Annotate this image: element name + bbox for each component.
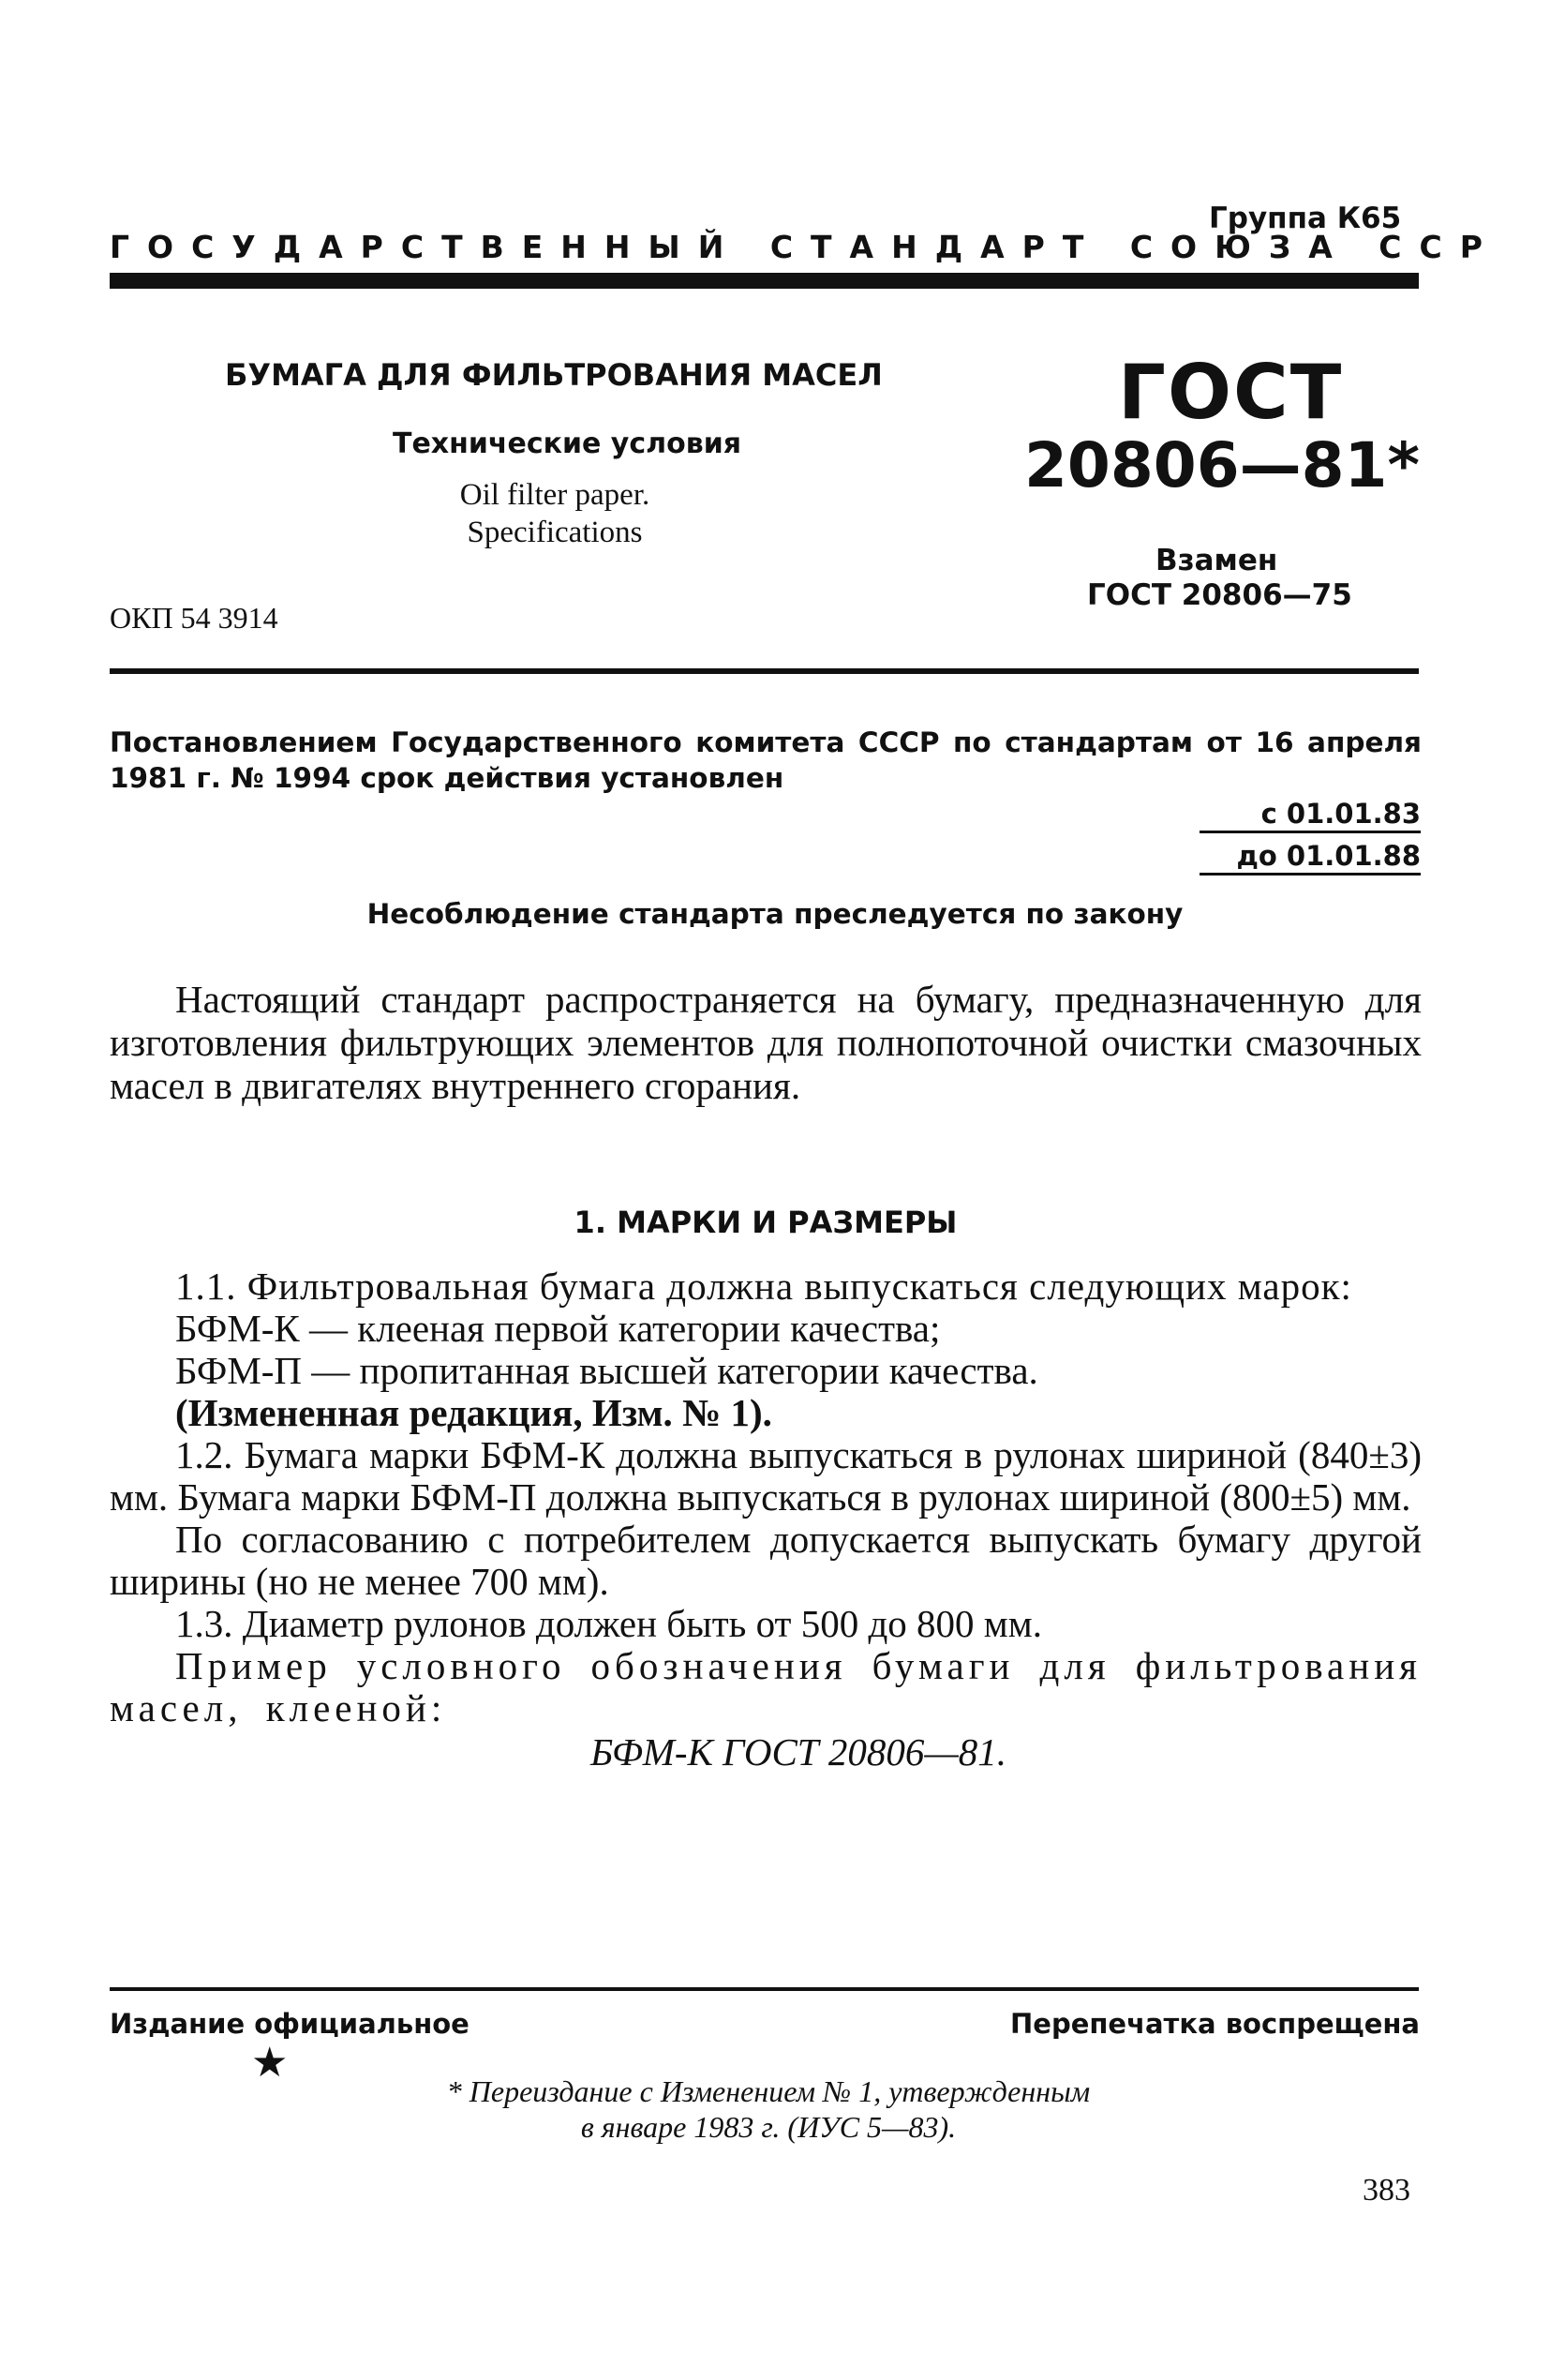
star-icon: ★ xyxy=(251,2040,289,2086)
replaced-standard: ГОСТ 20806—75 xyxy=(1087,578,1352,612)
valid-to-date: до 01.01.88 xyxy=(1200,837,1421,876)
english-title-line: Oil filter paper. xyxy=(459,478,650,512)
english-title-line: Specifications xyxy=(467,516,643,549)
clause-1-2-agreement: По согласованию с потребителем допускается выпускать бумагу другой ширины (но не менее 700 мм). xyxy=(110,1518,1422,1603)
grade-bfm-k: БФМ-К — клееная первой категории качества; xyxy=(175,1307,941,1350)
intro-paragraph: Настоящий стандарт распространяется на бумагу, предназначенную для изготовления фильтрующих элементов для полнопоточной очистки смазочных масел в двигателях внутреннего сгорания. xyxy=(110,978,1422,1107)
grade-bfm-p: БФМ-П — пропитанная высшей категории качества. xyxy=(175,1349,1038,1392)
page-number: 383 xyxy=(1363,2173,1410,2208)
gost-label: ГОСТ xyxy=(1118,349,1344,436)
reprint-prohibited-label: Перепечатка воспрещена xyxy=(1010,2008,1420,2040)
official-edition-label: Издание официальное xyxy=(110,2008,469,2040)
replaces-label: Взамен xyxy=(1155,544,1278,577)
section-rule xyxy=(110,668,1419,674)
document-subtitle: Технические условия xyxy=(393,427,741,460)
clause-1-2: 1.2. Бумага марки БФМ-К должна выпускаться в рулонах шириной (840±3) мм. Бумага марки БФМ-П должна выпускаться в рулонах шириной (800±5) мм. xyxy=(110,1433,1422,1519)
header-rule xyxy=(110,273,1419,289)
valid-from-date: с 01.01.83 xyxy=(1200,795,1421,833)
footer-rule xyxy=(110,1987,1419,1991)
decree-text: Постановлением Государственного комитета СССР по стандартам от 16 апреля 1981 г. № 1994 срок действия установлен xyxy=(110,726,1422,794)
reissue-note xyxy=(356,2073,1181,2145)
clause-1-3: 1.3. Диаметр рулонов должен быть от 500 до 800 мм. xyxy=(175,1602,1042,1645)
penalty-notice: Несоблюдение стандарта преследуется по закону xyxy=(366,898,1184,930)
group-label: Группа К65 xyxy=(1209,202,1402,235)
amendment-note: (Измененная редакция, Изм. № 1). xyxy=(175,1391,772,1434)
clause-1-1: 1.1. Фильтровальная бумага должна выпускаться следующих марок: xyxy=(175,1265,1352,1308)
designation-example-intro: Пример условного обозначения бумаги для фильтрования масел, клееной: xyxy=(110,1644,1422,1729)
standard-banner: ГОСУДАРСТВЕННЫЙ СТАНДАРТ СОЮЗА ССР xyxy=(110,229,1500,265)
okp-code: ОКП 54 3914 xyxy=(110,601,278,635)
reissue-note-line: * Переиздание с Изменением № 1, утвержденным xyxy=(446,2074,1091,2108)
reissue-note-line: в январе 1983 г. (ИУС 5—83). xyxy=(580,2110,957,2144)
validity-dates xyxy=(1200,795,1421,876)
english-title xyxy=(358,476,752,551)
section-body xyxy=(110,1265,1422,1774)
document-title: БУМАГА ДЛЯ ФИЛЬТРОВАНИЯ МАСЕЛ xyxy=(225,357,883,393)
gost-number: 20806—81* xyxy=(1024,429,1420,501)
designation-example: БФМ-К ГОСТ 20806—81. xyxy=(589,1730,1007,1774)
section-heading: 1. МАРКИ И РАЗМЕРЫ xyxy=(574,1205,958,1240)
